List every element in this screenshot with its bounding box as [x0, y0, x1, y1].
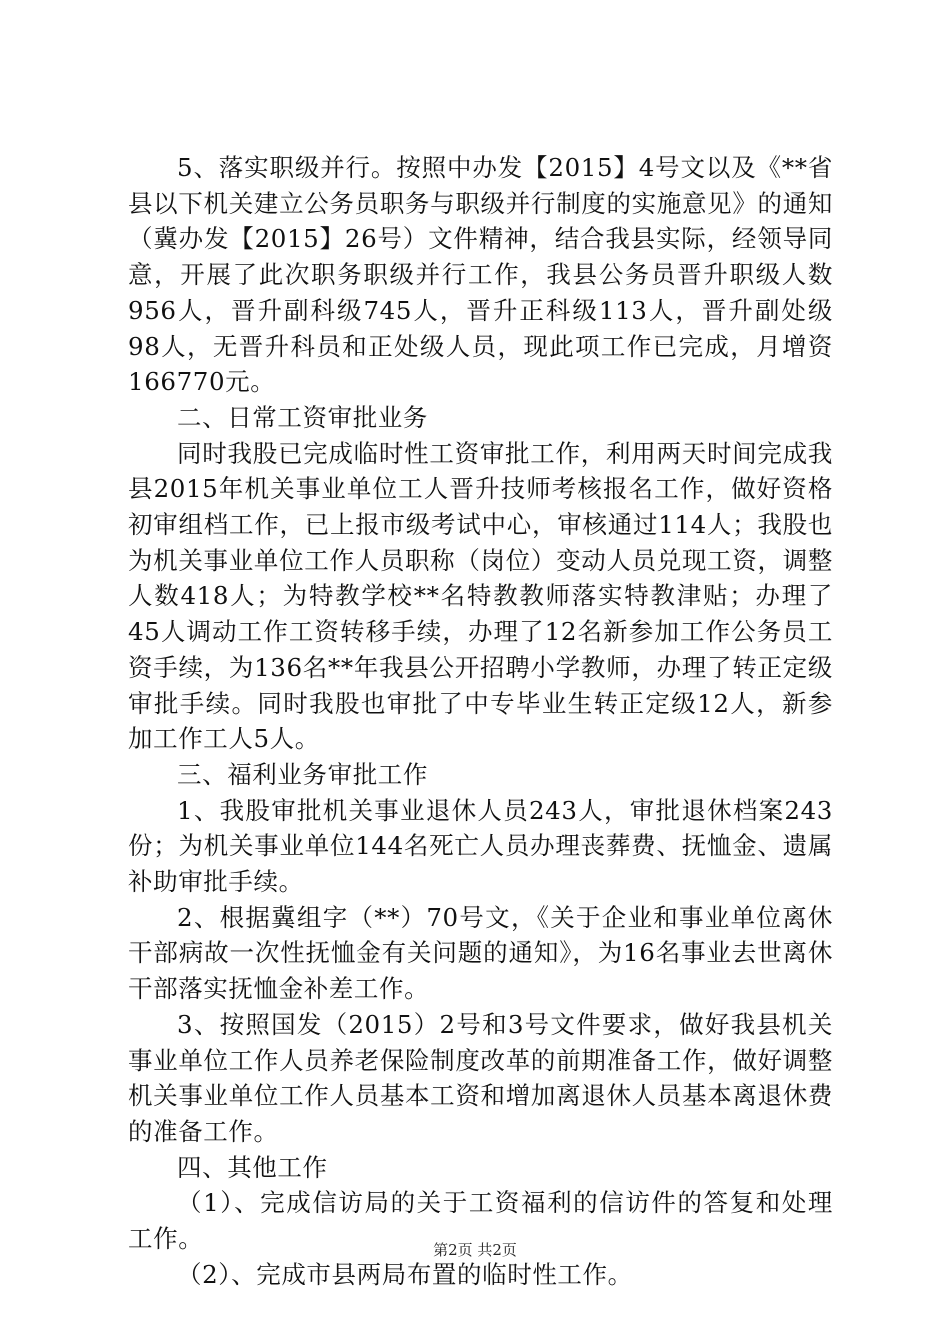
heading-daily-salary-approval: 二、日常工资审批业务 — [177, 402, 428, 432]
page-number: 第2页 共2页 — [433, 1241, 517, 1259]
paragraph-pension-gap: 2、根据冀组字（**）70号文，《关于企业和事业单位离休干部病故一次性抚恤金有关问题的通知》，为16名事业去世离休干部落实抚恤金补差工作。 — [128, 902, 833, 1004]
paragraph-job-rank-parallel: 5、落实职级并行。按照中办发【2015】4号文以及《**省县以下机关建立公务员职务与职级并行制度的实施意见》的通知（冀办发【2015】26号）文件精神，结合我县实际，经领导同意，开展了此次职务职级并行工作，我县公务员晋升职级人数956人，晋升副科级745人，晋升正科级113人，晋升副处级98人，无晋升科员和正处级人员，现此项工作已完成，月增资166770元。 — [128, 153, 833, 397]
page-footer — [0, 1240, 950, 1260]
paragraph-retirement-approval: 1、我股审批机关事业退休人员243人，审批退休档案243份；为机关事业单位144名死亡人员办理丧葬费、抚恤金、遗属补助审批手续。 — [128, 795, 833, 897]
document-body — [128, 150, 833, 1293]
paragraph-pension-reform: 3、按照国发（2015）2号和3号文件要求，做好我县机关事业单位工作人员养老保险制度改革的前期准备工作，做好调整机关事业单位工作人员基本工资和增加离退休人员基本离退休费的准备工作。 — [128, 1009, 833, 1146]
paragraph-temporary-work: （2）、完成市县两局布置的临时性工作。 — [177, 1259, 633, 1289]
paragraph-petition-work: （1）、完成信访局的关于工资福利的信访件的答复和处理工作。 — [128, 1188, 833, 1254]
heading-welfare-approval: 三、福利业务审批工作 — [177, 759, 428, 789]
heading-other-work: 四、其他工作 — [177, 1152, 328, 1182]
paragraph-temporary-salary-approval: 同时我股已完成临时性工资审批工作，利用两天时间完成我县2015年机关事业单位工人晋升技师考核报名工作，做好资格初审组档工作，已上报市级考试中心，审核通过114人；我股也为机关事业单位工作人员职称（岗位）变动人员兑现工资，调整人数418人；为特教学校**名特教教师落实特教津贴；办理了45人调动工作工资转移手续，办理了12名新参加工作公务员工资手续，为136名**年我县公开招聘小学教师，办理了转正定级审批手续。同时我股也审批了中专毕业生转正定级12人，新参加工作工人5人。 — [128, 438, 833, 754]
